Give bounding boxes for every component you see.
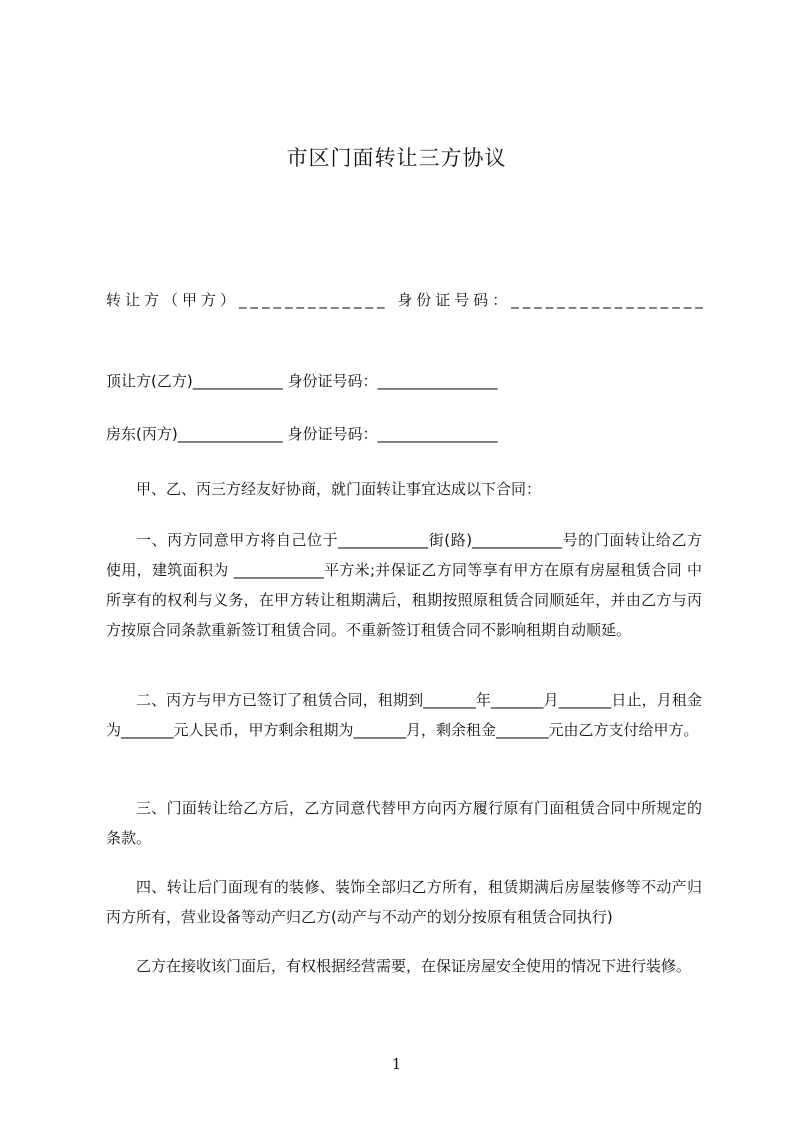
clause-4: 四、转让后门面现有的装修、装饰全部归乙方所有，租赁期满后房屋装修等不动产归丙方所有，营业设备等动产归乙方(动产与不动产的划分按原有租赁合同执行) — [106, 878, 702, 926]
clause-3: 三、门面转让给乙方后，乙方同意代替甲方向丙方履行原有门面租赁合同中所规定的条款。 — [106, 799, 702, 847]
page-number: 1 — [391, 1055, 402, 1073]
document-title: 市区门面转让三方协议 — [286, 146, 507, 170]
intro-paragraph: 甲、乙、丙三方经友好协商，就门面转让事宜达成以下合同： — [136, 480, 542, 498]
landlord-line: 房东(丙方)______________ 身份证号码：________________ — [106, 425, 498, 443]
transferee-line: 顶让方(乙方)____________ 身份证号码：________________ — [106, 372, 498, 390]
clause-1: 一、丙方同意甲方将自己位于____________街(路)____________号的门面转让给乙方使用，建筑面积为 ____________平方米;并保证乙方同等享有甲方在原有房屋租赁合同 中所享有的权利与义务，在甲方转让租期满后，租期按照原租赁合同顺延年，并由乙方与丙方按原合同条款重新签订租赁合同。不重新签订租赁合同不影响租期自动顺延。 — [106, 531, 702, 639]
clause-4-supplement: 乙方在接收该门面后，有权根据经营需要，在保证房屋安全使用的情况下进行装修。 — [136, 957, 692, 975]
clause-2: 二、丙方与甲方已签订了租赁合同，租期到_______年_______月_______日止，月租金为_______元人民币，甲方剩余租期为_______月，剩余租金_______元由乙方支付给甲方。 — [106, 691, 702, 739]
transferor-line: 转让方（甲方）_____________ 身份证号码：_________________ — [106, 291, 707, 309]
